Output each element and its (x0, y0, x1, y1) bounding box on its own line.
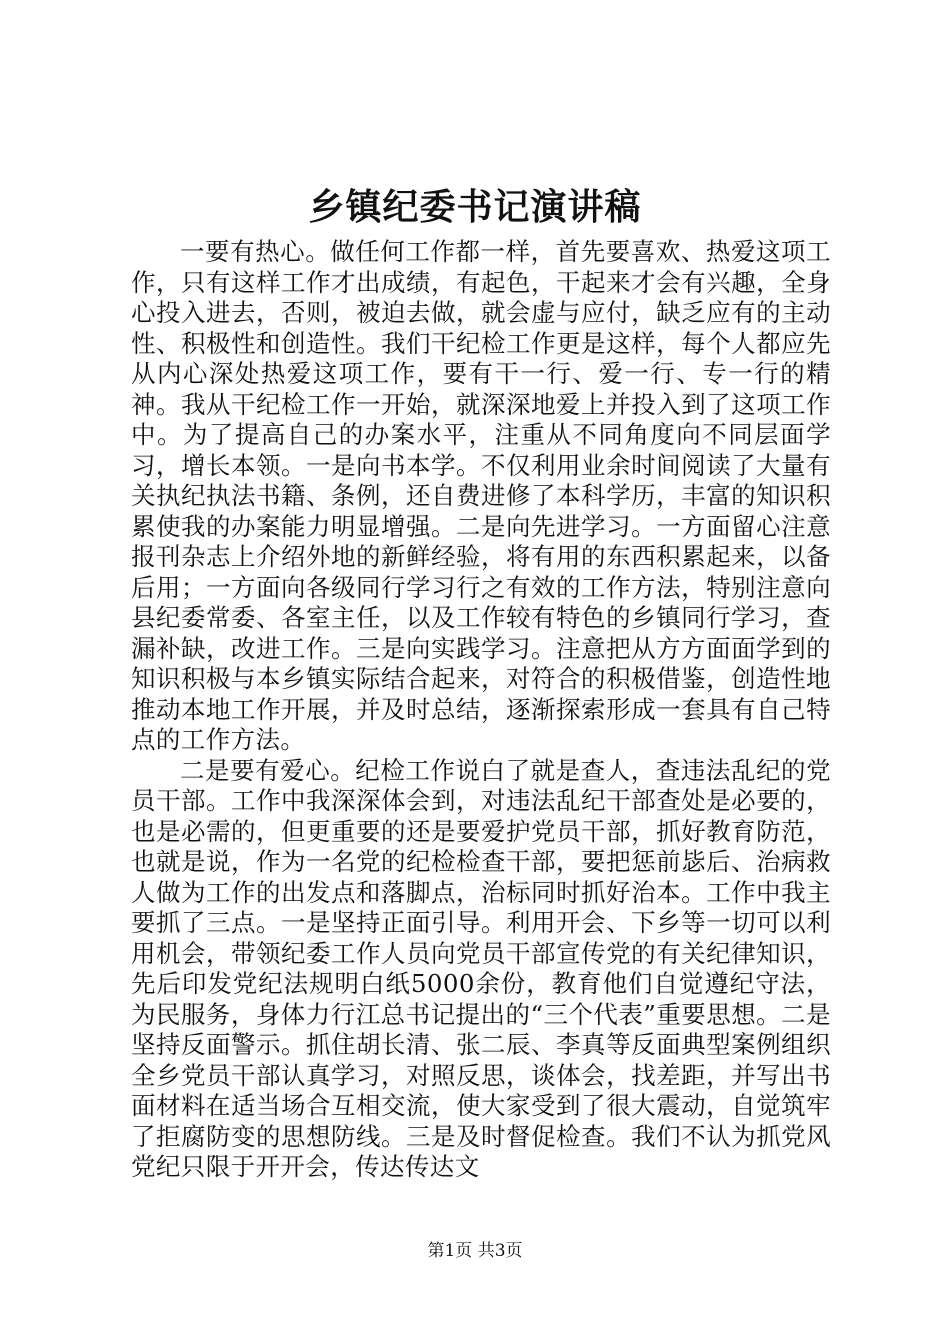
document-body (131, 237, 831, 1183)
page-footer: 第1页 共3页 (427, 1241, 523, 1261)
paragraph-2: 二是要有爱心。纪检工作说白了就是查人，查违法乱纪的党员干部。工作中我深深体会到，对违法乱纪干部查处是必要的，也是必需的，但更重要的还是要爱护党员干部，抓好教育防范，也就是说，作为一名党的纪检检查干部，要把惩前毖后、治病救人做为工作的出发点和落脚点，治标同时抓好治本。工作中我主要抓了三点。一是坚持正面引导。利用开会、下乡等一切可以利用机会，带领纪委工作人员向党员干部宣传党的有关纪律知识，先后印发党纪法规明白纸5000余份，教育他们自觉遵纪守法，为民服务，身体力行江总书记提出的“三个代表”重要思想。二是坚持反面警示。抓住胡长清、张二辰、李真等反面典型案例组织全乡党员干部认真学习，对照反思，谈体会，找差距，并写出书面材料在适当场合互相交流，使大家受到了很大震动，自觉筑牢了拒腐防变的思想防线。三是及时督促检查。我们不认为抓党风党纪只限于开开会，传达传达文 (131, 755, 831, 1181)
document-title: 乡镇纪委书记演讲稿 (308, 186, 642, 228)
paragraph-1: 一要有热心。做任何工作都一样，首先要喜欢、热爱这项工作，只有这样工作才出成绩，有起色，干起来才会有兴趣，全身心投入进去，否则，被迫去做，就会虚与应付，缺乏应有的主动性、积极性和创造性。我们干纪检工作更是这样，每个人都应先从内心深处热爱这项工作，要有干一行、爱一行、专一行的精神。我从干纪检工作一开始，就深深地爱上并投入到了这项工作中。为了提高自己的办案水平，注重从不同角度向不同层面学习，增长本领。一是向书本学。不仅利用业余时间阅读了大量有关执纪执法书籍、条例，还自费进修了本科学历，丰富的知识积累使我的办案能力明显增强。二是向先进学习。一方面留心注意报刊杂志上介绍外地的新鲜经验，将有用的东西积累起来，以备后用；一方面向各级同行学习行之有效的工作方法，特别注意向县纪委常委、各室主任，以及工作较有特色的乡镇同行学习，查漏补缺，改进工作。三是向实践学习。注意把从方方面面学到的知识积极与本乡镇实际结合起来，对符合的积极借鉴，创造性地推动本地工作开展，并及时总结，逐渐探索形成一套具有自己特点的工作方法。 (131, 237, 831, 754)
